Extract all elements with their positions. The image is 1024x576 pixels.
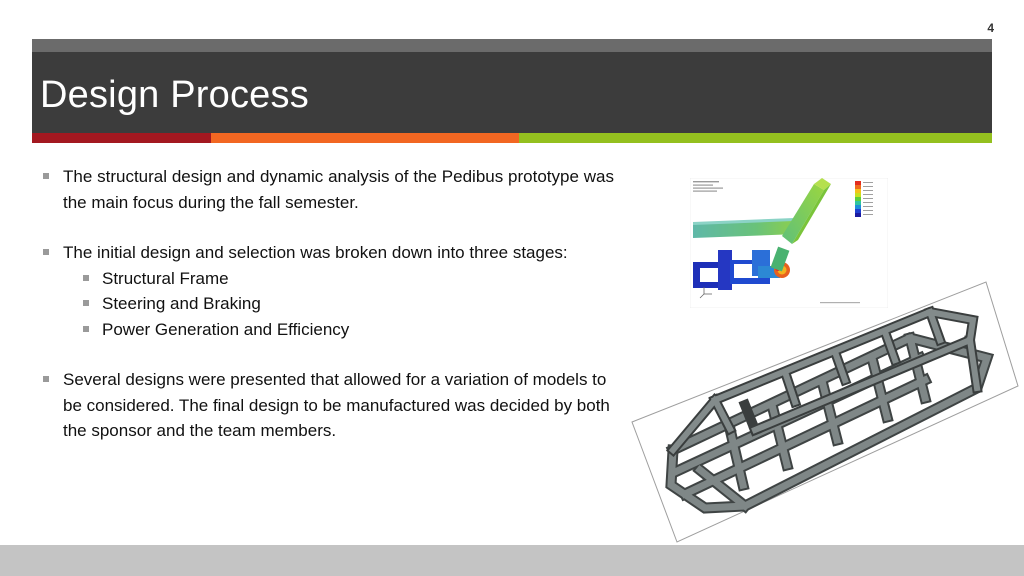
sub-bullet-steering-braking: Steering and Braking bbox=[40, 291, 614, 317]
slide-number: 4 bbox=[987, 21, 994, 35]
sub-bullet-structural-frame: Structural Frame bbox=[40, 266, 614, 292]
accent-bar-orange bbox=[211, 133, 519, 143]
bullet-several-designs: Several designs were presented that allowed for a variation of models to be considered. The final design to be manufactured was decided by both the sponsor and the team members. bbox=[40, 367, 614, 444]
bullet-spacer bbox=[40, 342, 614, 367]
footer-bar bbox=[0, 545, 1024, 576]
slide-title: Design Process bbox=[40, 74, 309, 116]
bullet-main-focus: The structural design and dynamic analysis of the Pedibus prototype was the main focus during the fall semester. bbox=[40, 164, 614, 215]
sub-bullet-power-generation: Power Generation and Efficiency bbox=[40, 317, 614, 343]
title-top-strip bbox=[32, 39, 992, 52]
accent-bar-red bbox=[32, 133, 211, 143]
content-body bbox=[40, 164, 614, 444]
bullet-spacer bbox=[40, 215, 614, 240]
bullet-design-stages: The initial design and selection was broken down into three stages: bbox=[40, 240, 614, 266]
accent-bar-green bbox=[519, 133, 992, 143]
frame-model-image bbox=[625, 280, 1020, 545]
